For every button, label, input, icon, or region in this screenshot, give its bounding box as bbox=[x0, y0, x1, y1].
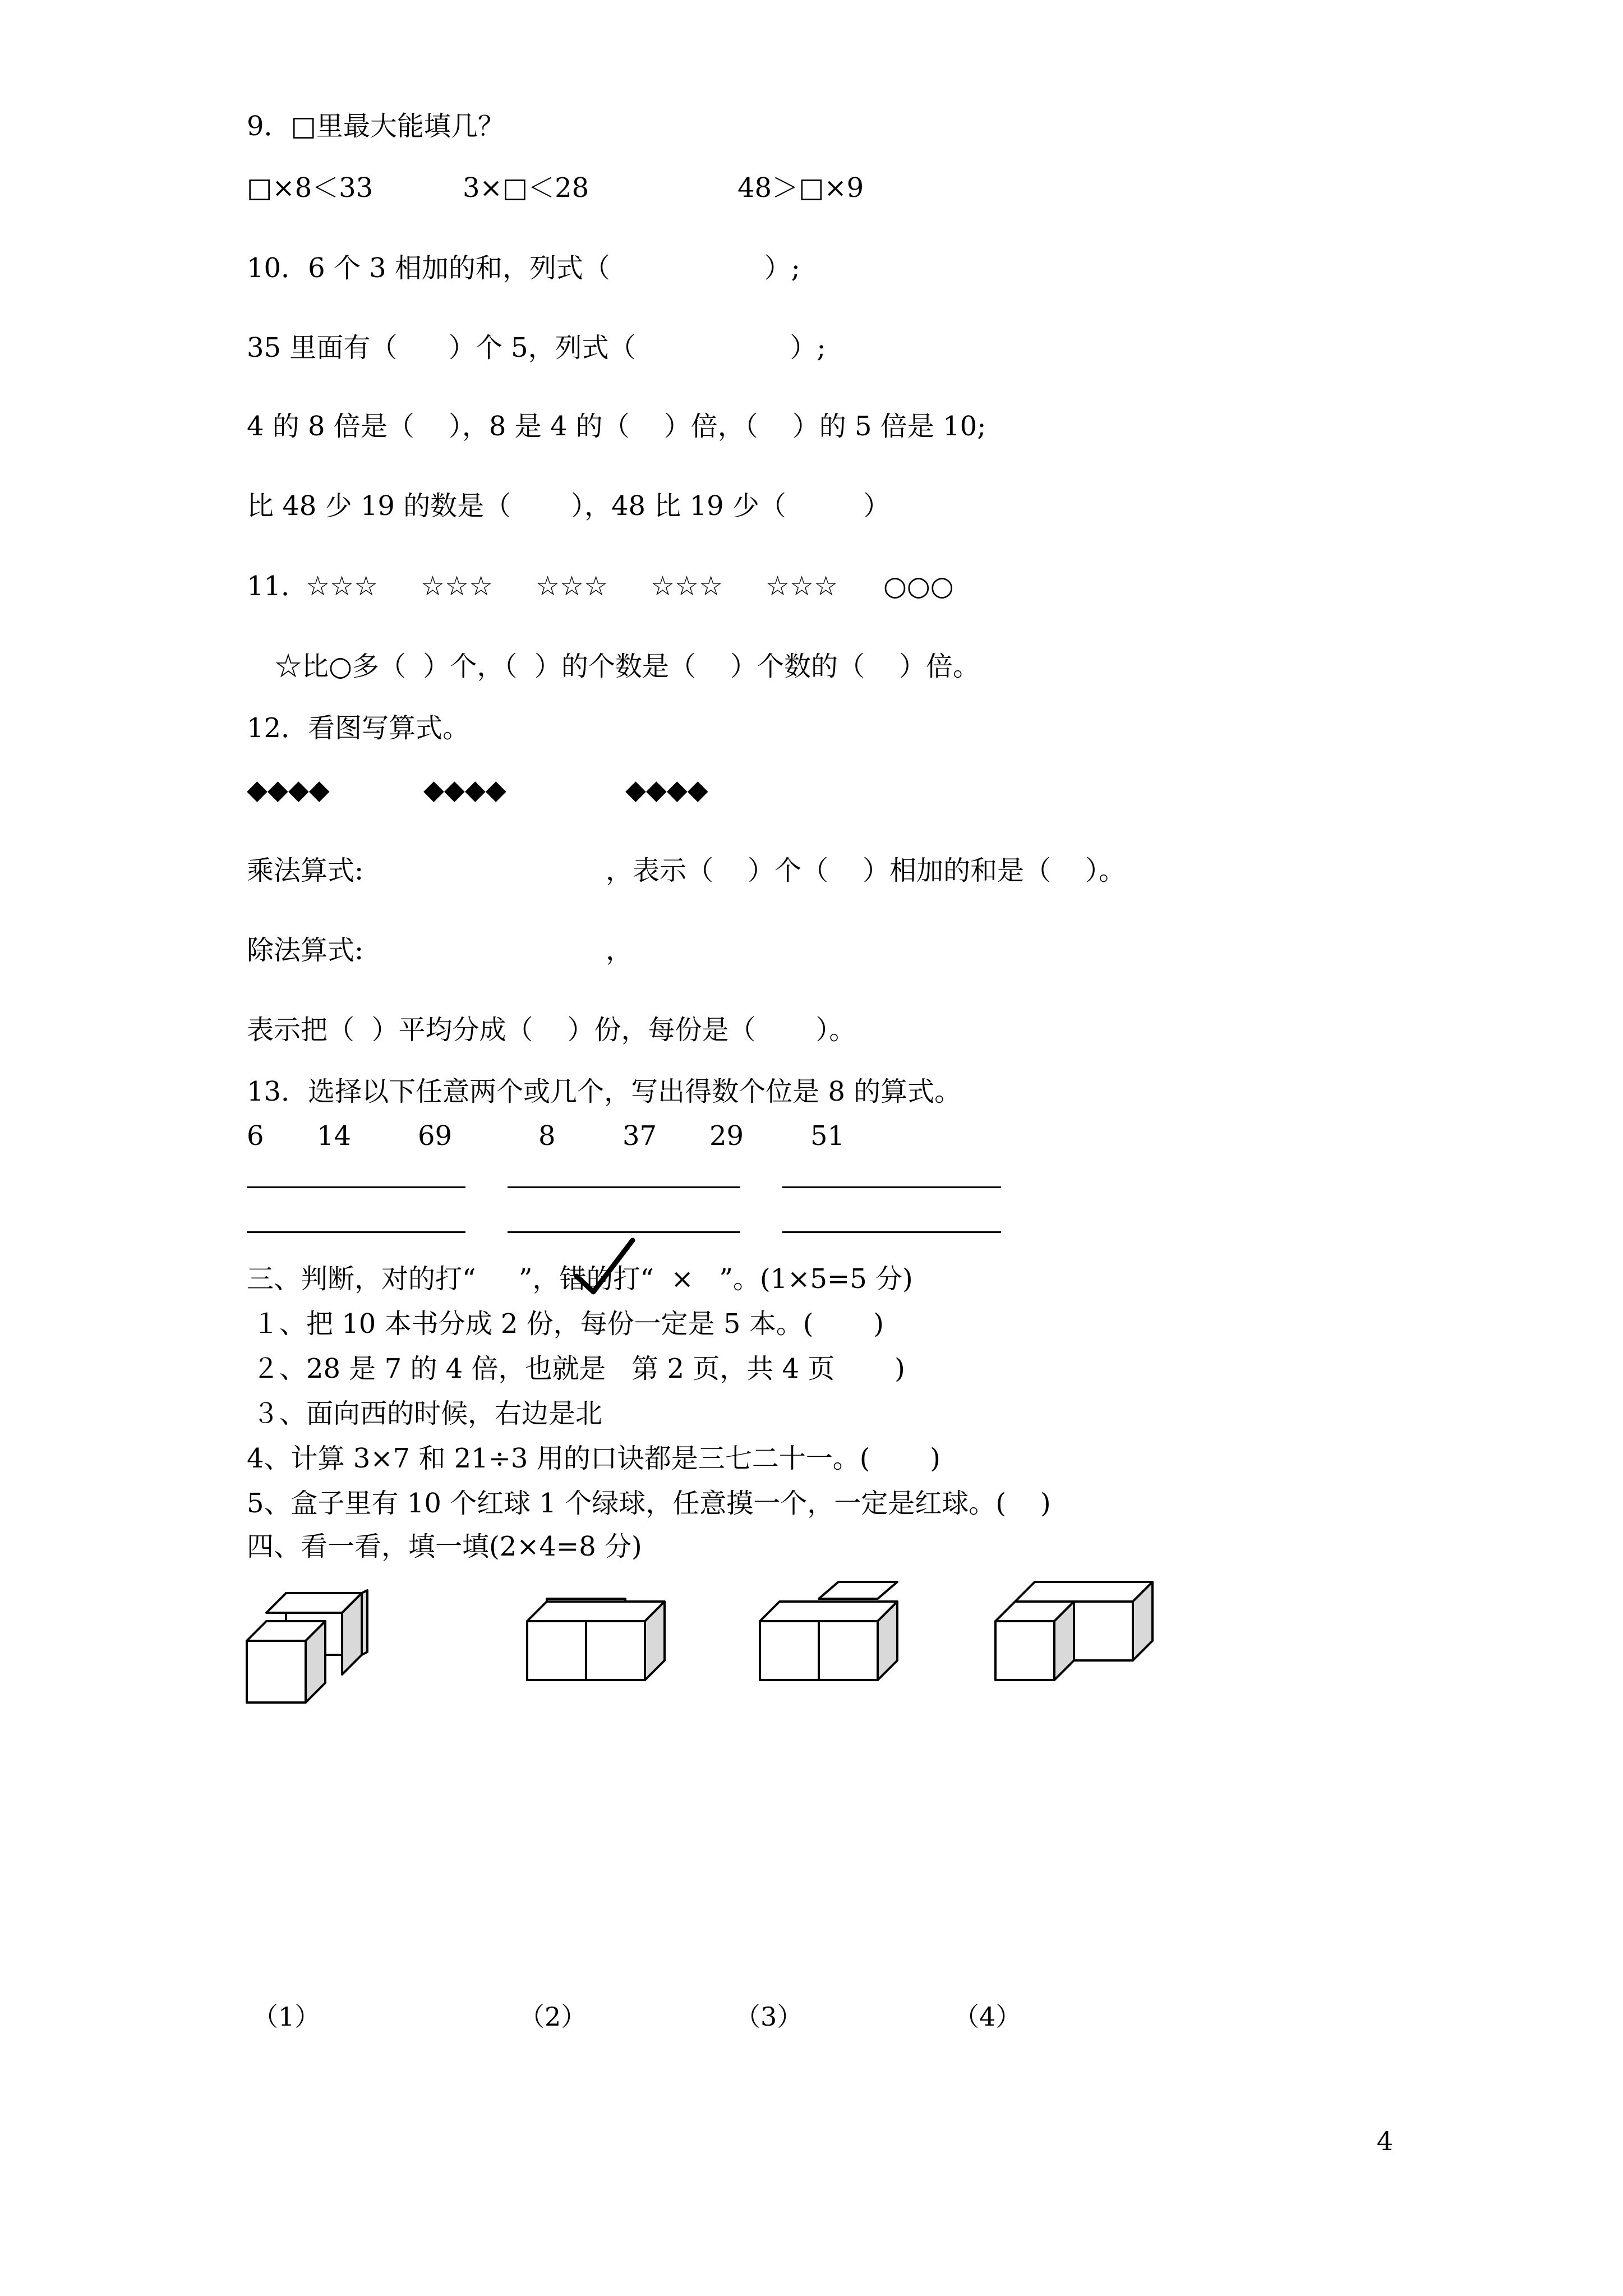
cube-figure-1 bbox=[247, 1593, 370, 1722]
answer-line[interactable] bbox=[782, 1186, 1001, 1188]
figure-caption: （2） bbox=[519, 2001, 587, 2032]
q12-diamond-group: ◆◆◆◆ bbox=[423, 774, 506, 806]
section-4-title: 四、看一看，填一填(2×4=8 分) bbox=[247, 1531, 642, 1562]
answer-line[interactable] bbox=[247, 1231, 465, 1233]
q12-mul-label: 乘法算式: bbox=[247, 855, 364, 886]
q12-diamond-group: ◆◆◆◆ bbox=[625, 774, 708, 806]
q11-star-group: ☆☆☆ bbox=[766, 570, 838, 602]
cube-figure-3 bbox=[760, 1593, 906, 1705]
q9-expr-3: 48＞□×9 bbox=[737, 172, 864, 204]
q13-number: 37 bbox=[623, 1120, 657, 1152]
q11-star-group: ☆☆☆ bbox=[651, 570, 723, 602]
cube-figure-2 bbox=[527, 1593, 673, 1705]
q13-number: 8 bbox=[538, 1120, 556, 1152]
q11-star-group: ☆☆☆ bbox=[421, 570, 494, 602]
judge-item-2: ２、28 是 7 的 4 倍，也就是 第 2 页，共 4 页 ) bbox=[252, 1353, 905, 1384]
q9-expr-1: □×8＜33 bbox=[247, 172, 374, 204]
q13-title: 13．选择以下任意两个或几个，写出得数个位是 8 的算式。 bbox=[247, 1076, 962, 1107]
q13-number: 29 bbox=[709, 1120, 744, 1152]
q12-div-label: 除法算式: bbox=[247, 935, 364, 966]
page-number: 4 bbox=[1376, 2126, 1393, 2156]
q9-title: 9．□里最大能填几？ bbox=[247, 111, 505, 142]
judge-item-3: ３、面向西的时候，右边是北 bbox=[252, 1398, 603, 1429]
judge-item-1: １、把 10 本书分成 2 份，每份一定是 5 本。( ) bbox=[252, 1308, 884, 1340]
judge-item-5: 5、盒子里有 10 个红球 1 个绿球，任意摸一个，一定是红球。( ) bbox=[247, 1488, 1051, 1519]
q10-line-4: 比 48 少 19 的数是（ ），48 比 19 少（ ） bbox=[247, 490, 891, 522]
q13-number: 69 bbox=[418, 1120, 453, 1152]
q9-expr-2: 3×□＜28 bbox=[463, 172, 589, 204]
q11-star-group: ☆☆☆ bbox=[536, 570, 608, 602]
q12-title: 12．看图写算式。 bbox=[247, 712, 470, 744]
q10-line-3: 4 的 8 倍是（ ），8 是 4 的（ ）倍，（ ）的 5 倍是 10; bbox=[247, 411, 986, 442]
q13-number: 14 bbox=[317, 1120, 352, 1152]
q12-mul-rest: ，表示（ ）个（ ）相加的和是（ ）。 bbox=[606, 855, 1126, 886]
cube-figure-4 bbox=[995, 1593, 1152, 1705]
q10-line-2: 35 里面有（ ）个 5，列式（ ）; bbox=[247, 332, 826, 364]
answer-line[interactable] bbox=[247, 1186, 465, 1188]
q11-sentence: ☆比○多（ ）个，（ ）的个数是（ ）个数的（ ）倍。 bbox=[275, 651, 980, 682]
answer-line[interactable] bbox=[782, 1231, 1001, 1233]
answer-line[interactable] bbox=[508, 1231, 740, 1233]
q11-star-group: ☆☆☆ bbox=[306, 570, 379, 602]
q12-diamond-group: ◆◆◆◆ bbox=[247, 774, 330, 806]
q12-div-comma: ， bbox=[606, 935, 633, 966]
q13-number: 51 bbox=[810, 1120, 845, 1152]
judge-item-4: 4、计算 3×7 和 21÷3 用的口诀都是三七二十一。( ) bbox=[247, 1443, 940, 1474]
q11-label: 11． bbox=[247, 570, 308, 602]
section-3-title: 三、判断，对的打“ ”，错的打“ × ”。(1×5=5 分) bbox=[247, 1263, 913, 1295]
q11-circle-group: ○○○ bbox=[883, 570, 954, 602]
figure-caption: （3） bbox=[735, 2001, 803, 2032]
figure-caption: （1） bbox=[252, 2001, 321, 2032]
q10-line-1: 10．6 个 3 相加的和，列式（ ）; bbox=[247, 252, 800, 284]
q13-number: 6 bbox=[247, 1120, 264, 1152]
figure-caption: （4） bbox=[953, 2001, 1022, 2032]
q12-div-rest: 表示把（ ）平均分成（ ）份，每份是（ ）。 bbox=[247, 1014, 856, 1046]
check-mark-icon bbox=[572, 1237, 639, 1299]
answer-line[interactable] bbox=[508, 1186, 740, 1188]
